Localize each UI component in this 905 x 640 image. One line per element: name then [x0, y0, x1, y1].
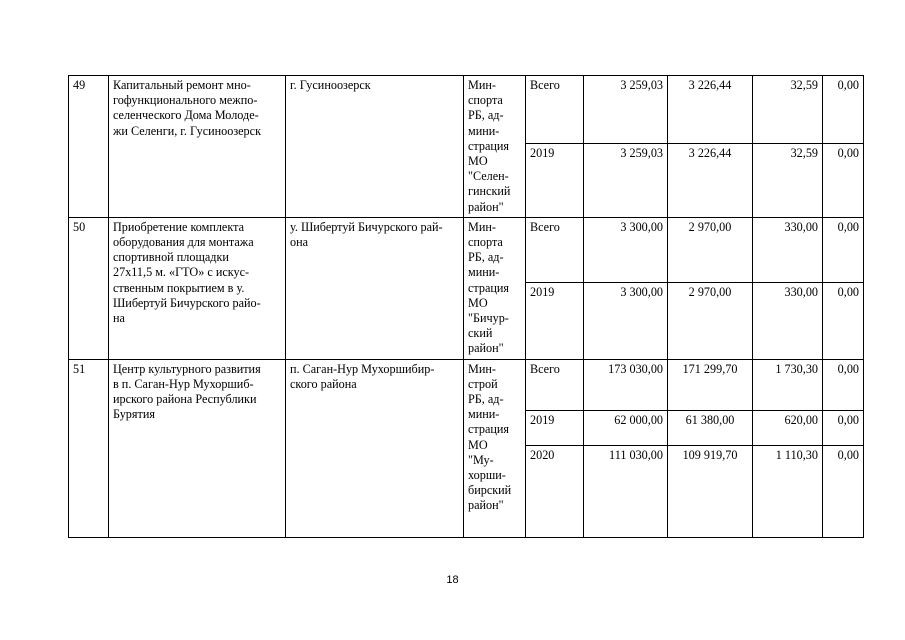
federal-amount: 3 226,44 [668, 143, 753, 217]
municipal-amount: 0,00 [823, 283, 864, 359]
row-number: 51 [69, 359, 109, 537]
municipal-amount: 0,00 [823, 76, 864, 144]
republic-amount: 32,59 [753, 143, 823, 217]
municipal-amount: 0,00 [823, 143, 864, 217]
municipal-amount: 0,00 [823, 445, 864, 537]
project-name: Приобретение комплекта оборудования для монтажа спортивной площадки 27х11,5 м. «ГТО» с искус- ственным покрытием в у. Шибертуй Бичурского райо- на [109, 217, 286, 359]
federal-amount: 3 226,44 [668, 76, 753, 144]
year-cell: 2020 [526, 445, 584, 537]
table-row [69, 217, 864, 283]
republic-amount: 330,00 [753, 217, 823, 283]
table-row [69, 359, 864, 410]
republic-amount: 32,59 [753, 76, 823, 144]
table-row [69, 76, 864, 144]
project-location: г. Гусиноозерск [286, 76, 464, 218]
federal-amount: 2 970,00 [668, 217, 753, 283]
project-location: п. Саган-Нур Мухоршибир- ского района [286, 359, 464, 537]
total-amount: 3 259,03 [584, 76, 668, 144]
total-amount: 3 300,00 [584, 217, 668, 283]
total-amount: 3 259,03 [584, 143, 668, 217]
row-number: 49 [69, 76, 109, 218]
project-name: Капитальный ремонт мно- гофункционального межпо- селенческого Дома Молоде- жи Селенги, г. Гусиноозерск [109, 76, 286, 218]
year-cell: 2019 [526, 283, 584, 359]
total-amount: 62 000,00 [584, 410, 668, 445]
federal-amount: 61 380,00 [668, 410, 753, 445]
year-cell: 2019 [526, 410, 584, 445]
republic-amount: 620,00 [753, 410, 823, 445]
total-amount: 3 300,00 [584, 283, 668, 359]
federal-amount: 109 919,70 [668, 445, 753, 537]
responsible-body: Мин- спорта РБ, ад- мини- страция МО "Бичур- ский район" [464, 217, 526, 359]
responsible-body: Мин- спорта РБ, ад- мини- страция МО "Селен- гинский район" [464, 76, 526, 218]
republic-amount: 1 110,30 [753, 445, 823, 537]
budget-table [68, 75, 864, 538]
responsible-body: Мин- строй РБ, ад- мини- страция МО "Му- хорши- бирский район" [464, 359, 526, 537]
federal-amount: 2 970,00 [668, 283, 753, 359]
municipal-amount: 0,00 [823, 217, 864, 283]
year-cell: Всего [526, 217, 584, 283]
municipal-amount: 0,00 [823, 359, 864, 410]
project-location: у. Шибертуй Бичурского рай- она [286, 217, 464, 359]
year-cell: Всего [526, 359, 584, 410]
page-number: 18 [446, 574, 459, 586]
year-cell: Всего [526, 76, 584, 144]
republic-amount: 330,00 [753, 283, 823, 359]
year-cell: 2019 [526, 143, 584, 217]
row-number: 50 [69, 217, 109, 359]
republic-amount: 1 730,30 [753, 359, 823, 410]
total-amount: 111 030,00 [584, 445, 668, 537]
project-name: Центр культурного развития в п. Саган-Нур Мухоршиб- ирского района Республики Бурятия [109, 359, 286, 537]
total-amount: 173 030,00 [584, 359, 668, 410]
municipal-amount: 0,00 [823, 410, 864, 445]
federal-amount: 171 299,70 [668, 359, 753, 410]
